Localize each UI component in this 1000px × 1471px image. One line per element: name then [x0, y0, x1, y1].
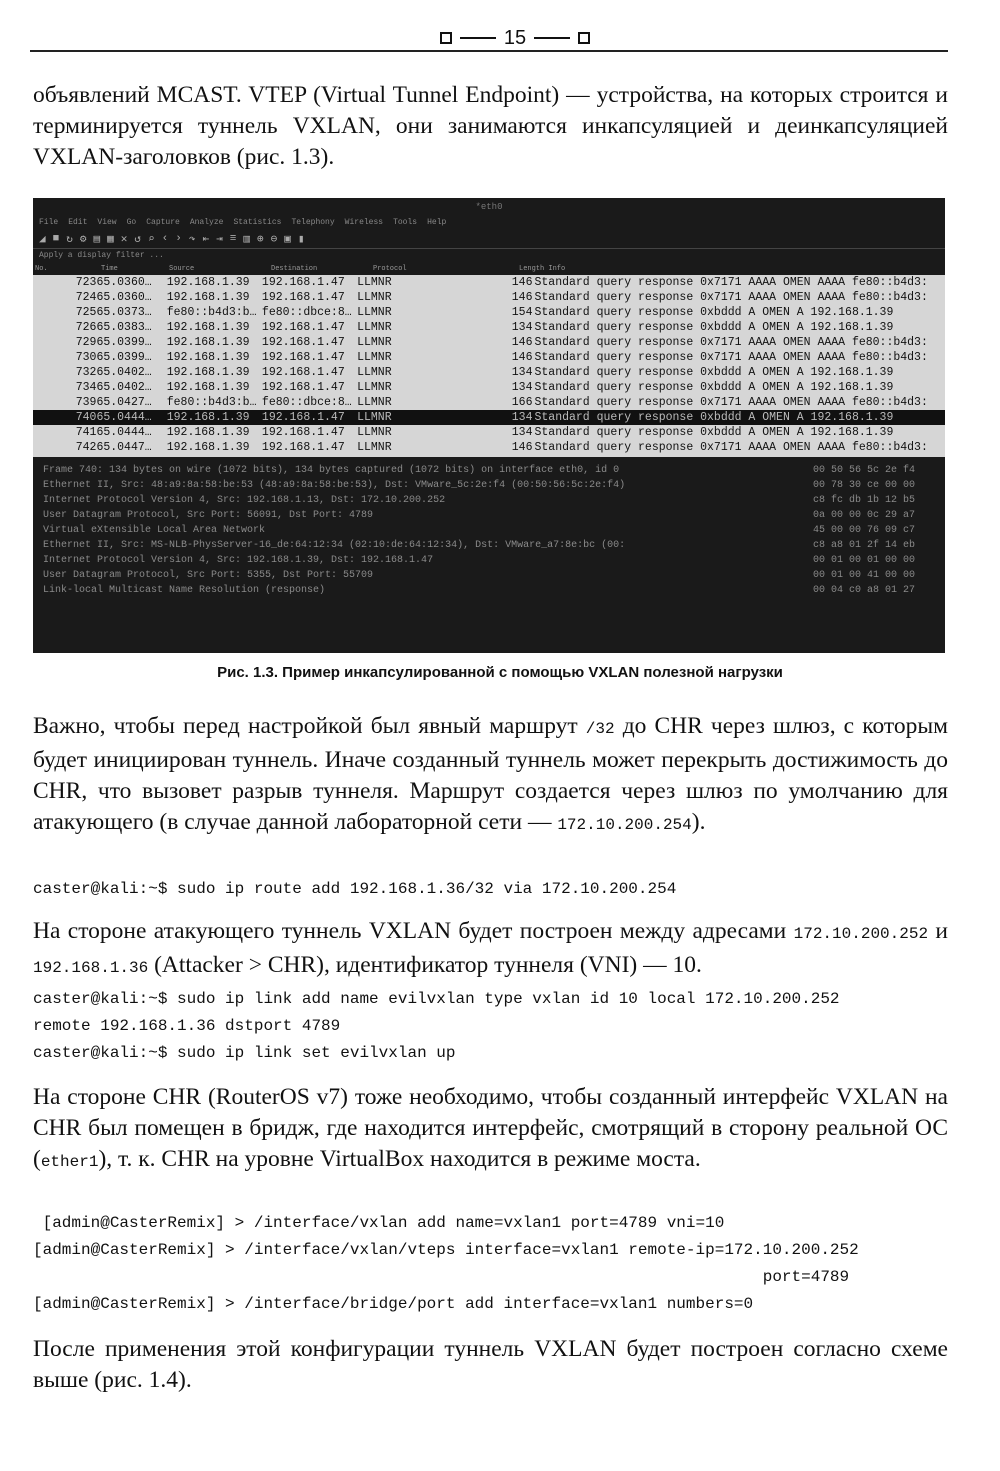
packet-info: Standard query response 0x7171 AAAA OMEN AAAA fe80::b4d3: [534, 441, 928, 454]
hex-line: c8 a8 01 2f 14 eb [813, 540, 916, 551]
packet-no: 739 [75, 396, 97, 409]
paragraph-result: После применения этой конфигурации туннель VXLAN будет построен согласно схеме выше (рис. 1.4). [33, 1336, 948, 1393]
packet-row [33, 425, 945, 440]
detail-line: Internet Protocol Version 4, Src: 192.168.1.39, Dst: 192.168.1.47 [43, 555, 434, 566]
packet-proto: LLMNR [357, 306, 392, 319]
packet-proto: LLMNR [357, 426, 392, 439]
paragraph-vtep: объявлений MCAST. VTEP (Virtual Tunnel Endpoint) — устройства, на которых строится и терминируется туннель VXLAN, они занимаются инкапсуляцией и деинкапсуляцией VXLAN-заголовков (рис. 1.3). [33, 82, 948, 170]
text: до CHR через шлюз, с которым будет инициирован туннель. Иначе созданный туннель может перекрыть достижимость до CHR, что вызовет разрыв туннеля. Маршрут создается через шлюз по умолчанию для атакующего (в случае данной лабораторной сети — [33, 713, 948, 835]
inline-code: /32 [585, 720, 615, 738]
shark-fin-icon: ◢ [39, 234, 46, 246]
packet-no: 740 [75, 411, 97, 424]
packet-no: 732 [75, 366, 97, 379]
packet-proto: LLMNR [357, 351, 392, 364]
text: ). [691, 809, 706, 835]
packet-no: 729 [75, 336, 97, 349]
forward-icon: › [175, 233, 182, 245]
packet-dst: 192.168.1.47 [261, 291, 345, 304]
menu-item-wireless: Wireless [344, 218, 384, 227]
detail-line: Frame 740: 134 bytes on wire (1072 bits), 134 bytes captured (1072 bits) on interface eth0, id 0 [43, 465, 620, 476]
hex-line: 0a 00 00 0c 29 a7 [813, 510, 916, 521]
figure-caption: Рис. 1.3. Пример инкапсулированной с помощью VXLAN полезной нагрузки [217, 664, 783, 681]
menu-item-help: Help [427, 218, 447, 227]
menu-item-telephony: Telephony [291, 218, 335, 227]
paragraph-chr [33, 1082, 948, 1178]
packet-details-pane [33, 457, 945, 598]
packet-row [33, 440, 945, 455]
packet-no: 723 [75, 276, 97, 289]
save-icon: ▦ [107, 234, 114, 246]
inline-code: 172.10.200.252 [793, 925, 929, 943]
packet-proto: LLMNR [357, 321, 392, 334]
paragraph-route [33, 711, 948, 841]
packet-info: Standard query response 0x7171 AAAA OMEN AAAA fe80::b4d3: [534, 396, 928, 409]
detail-line: User Datagram Protocol, Src Port: 56091, Dst Port: 4789 [43, 510, 374, 521]
packet-src: 192.168.1.39 [166, 381, 250, 394]
window-title: *eth0 [475, 202, 503, 212]
detail-line: Link-local Multicast Name Resolution (response) [43, 585, 326, 596]
go-to-icon: ↷ [188, 234, 196, 246]
inline-code: ether1 [40, 1153, 99, 1171]
detail-line: Internet Protocol Version 4, Src: 192.168.1.13, Dst: 172.10.200.252 [43, 495, 446, 506]
stop-icon: ■ [52, 233, 60, 245]
packet-no: 725 [75, 306, 97, 319]
packet-no: 730 [75, 351, 97, 364]
packet-len: 146 [511, 336, 533, 349]
code-block-routeros: [admin@CasterRemix] > /interface/vxlan add name=vxlan1 port=4789 vni=10 [admin@CasterRemix] > /interface/vxlan/vteps interface=vxlan1 remote-ip=172.10.200.252 port=4789 [admin@CasterRemix] > /interface/bridge/port add interface=vxlan1 numbers=0 [33, 1214, 859, 1313]
packet-no: 742 [75, 441, 97, 454]
text: На стороне CHR (RouterOS v7) тоже необходимо, чтобы созданный интерфейс VXLAN на CHR был помещен в бридж, где находится интерфейс, смотрящий в сторону реальной ОС ( [33, 1084, 948, 1172]
packet-time: 65.0399… [96, 336, 152, 349]
packet-len: 146 [511, 291, 533, 304]
hex-line: 00 78 30 ce 00 00 [813, 480, 916, 491]
first-icon: ⇤ [202, 234, 210, 246]
packet-src: 192.168.1.39 [166, 441, 250, 454]
packet-src: 192.168.1.39 [166, 411, 250, 424]
packet-no: 726 [75, 321, 97, 334]
packet-info: Standard query response 0x7171 AAAA OMEN AAAA fe80::b4d3: [534, 336, 928, 349]
packet-info: Standard query response 0xbddd A OMEN A 192.168.1.39 [534, 426, 894, 439]
packet-dst: 192.168.1.47 [261, 381, 345, 394]
packet-src: 192.168.1.39 [166, 276, 250, 289]
packet-bytes-pane [813, 463, 943, 598]
packet-dst: 192.168.1.47 [261, 351, 345, 364]
search-icon: ⌕ [147, 234, 155, 246]
hex-line: 00 01 00 41 00 00 [813, 570, 916, 581]
packet-time: 65.0360… [96, 291, 152, 304]
packet-src: fe80::b4d3:b… [166, 396, 257, 409]
packet-len: 134 [511, 381, 533, 394]
packet-time: 65.0383… [96, 321, 152, 334]
packet-dst: 192.168.1.47 [261, 441, 345, 454]
packet-time: 65.0444… [96, 411, 152, 424]
packet-len: 134 [511, 411, 533, 424]
packet-row [33, 365, 945, 380]
detail-line: Ethernet II, Src: MS-NLB-PhysServer-16_de:64:12:34 (02:10:de:64:12:34), Dst: VMware_a7:8e:bc (00: [43, 540, 626, 551]
packet-len: 154 [511, 306, 533, 319]
detail-line: Ethernet II, Src: 48:a9:8a:58:be:53 (48:a9:8a:58:be:53), Dst: VMware_5c:2e:f4 (00:50:56:5c:2e:f4) [43, 480, 626, 491]
toolbar [33, 230, 945, 248]
hex-line: c8 fc db 1b 12 b5 [813, 495, 916, 506]
packet-proto: LLMNR [357, 411, 392, 424]
hex-line: 00 50 56 5c 2e f4 [813, 465, 916, 476]
code-block-vxlan-link: caster@kali:~$ sudo ip link add name evilvxlan type vxlan id 10 local 172.10.200.252 remote 192.168.1.36 dstport 4789 caster@kali:~$ sudo ip link set evilvxlan up [33, 990, 840, 1062]
text: и [928, 918, 948, 944]
hex-line: 00 01 00 01 00 00 [813, 555, 916, 566]
packet-src: 192.168.1.39 [166, 426, 250, 439]
packet-len: 134 [511, 321, 533, 334]
packet-dst: 192.168.1.47 [261, 411, 345, 424]
col-source: Source [169, 265, 195, 273]
packet-dst: fe80::dbce:8… [261, 396, 352, 409]
packet-src: 192.168.1.39 [166, 351, 250, 364]
right-dash [534, 37, 570, 39]
packet-proto: LLMNR [357, 291, 392, 304]
right-square-ornament [578, 32, 590, 44]
hex-line: 00 04 c0 a8 01 27 [813, 585, 916, 596]
resize-columns-icon: ▮ [297, 234, 305, 246]
inline-code: 172.10.200.254 [557, 816, 692, 834]
packet-src: 192.168.1.39 [166, 291, 250, 304]
packet-time: 65.0399… [96, 351, 152, 364]
inline-code: 192.168.1.36 [33, 959, 149, 977]
packet-proto: LLMNR [357, 396, 392, 409]
packet-proto: LLMNR [357, 366, 392, 379]
col-no: No. [35, 265, 48, 273]
packet-time: 65.0402… [96, 381, 152, 394]
packet-len: 146 [511, 351, 533, 364]
code-block-route: caster@kali:~$ sudo ip route add 192.168.1.36/32 via 172.10.200.254 [33, 880, 677, 898]
colorize-icon: ▥ [243, 234, 250, 246]
packet-time: 65.0427… [96, 396, 152, 409]
zoom-in-icon: ⊕ [256, 234, 264, 246]
packet-details-tree [33, 463, 813, 598]
packet-len: 134 [511, 366, 533, 379]
packet-info: Standard query response 0xbddd A OMEN A 192.168.1.39 [534, 306, 894, 319]
wireshark-screenshot [33, 198, 945, 653]
autoscroll-icon: ≡ [229, 233, 237, 245]
close-file-icon: ✕ [120, 234, 128, 246]
open-file-icon: ▤ [93, 234, 101, 246]
packet-time: 65.0373… [96, 306, 152, 319]
packet-time: 65.0444… [96, 426, 152, 439]
left-square-ornament [440, 32, 452, 44]
menu-item-tools: Tools [393, 218, 418, 227]
normal-size-icon: ▣ [284, 234, 291, 246]
packet-proto: LLMNR [357, 381, 392, 394]
paragraph-attacker [33, 916, 948, 984]
packet-no: 734 [75, 381, 97, 394]
packet-proto: LLMNR [357, 336, 392, 349]
packet-len: 134 [511, 426, 533, 439]
menu-bar [33, 216, 945, 230]
packet-row [33, 290, 945, 305]
packet-info: Standard query response 0xbddd A OMEN A 192.168.1.39 [534, 381, 894, 394]
packet-time: 65.0402… [96, 366, 152, 379]
back-icon: ‹ [161, 233, 169, 245]
display-filter-input: Apply a display filter ... [33, 248, 945, 263]
packet-info: Standard query response 0xbddd A OMEN A 192.168.1.39 [534, 366, 894, 379]
packet-row [33, 305, 945, 320]
packet-dst: 192.168.1.47 [261, 321, 345, 334]
packet-info: Standard query response 0x7171 AAAA OMEN AAAA fe80::b4d3: [534, 276, 928, 289]
packet-src: 192.168.1.39 [166, 366, 250, 379]
left-dash [460, 37, 496, 39]
zoom-out-icon: ⊖ [270, 234, 278, 246]
packet-info: Standard query response 0xbddd A OMEN A 192.168.1.39 [534, 411, 894, 424]
packet-len: 166 [511, 396, 533, 409]
packet-src: 192.168.1.39 [166, 321, 250, 334]
packet-src: 192.168.1.39 [166, 336, 250, 349]
packet-info: Standard query response 0xbddd A OMEN A 192.168.1.39 [534, 321, 894, 334]
settings-icon: ⚙ [79, 234, 87, 246]
packet-row [33, 350, 945, 365]
packet-no: 724 [75, 291, 97, 304]
packet-row [33, 380, 945, 395]
packet-info: Standard query response 0x7171 AAAA OMEN AAAA fe80::b4d3: [534, 291, 928, 304]
menu-item-go: Go [126, 218, 137, 227]
packet-row [33, 395, 945, 410]
last-icon: ⇥ [216, 234, 223, 246]
packet-row [33, 410, 945, 425]
packet-src: fe80::b4d3:b… [166, 306, 257, 319]
packet-dst: 192.168.1.47 [261, 426, 345, 439]
packet-no: 741 [75, 426, 97, 439]
packet-dst: fe80::dbce:8… [261, 306, 352, 319]
packet-time: 65.0447… [96, 441, 152, 454]
text: ), т. к. CHR на уровне VirtualBox находится в режиме моста. [98, 1146, 701, 1172]
menu-item-statistics: Statistics [233, 218, 282, 227]
packet-proto: LLMNR [357, 276, 392, 289]
text: (Attacker > CHR), идентификатор туннеля (VNI) — 10. [148, 952, 702, 978]
page-header [30, 24, 948, 52]
col-destination: Destination [271, 265, 318, 273]
packet-len: 146 [511, 441, 533, 454]
packet-time: 65.0360… [96, 276, 152, 289]
reload-icon: ↺ [134, 234, 141, 246]
restart-icon: ↻ [66, 234, 73, 246]
packet-dst: 192.168.1.47 [261, 276, 345, 289]
detail-line: User Datagram Protocol, Src Port: 5355, Dst Port: 55709 [43, 570, 374, 581]
packet-proto: LLMNR [357, 441, 392, 454]
packet-dst: 192.168.1.47 [261, 366, 345, 379]
packet-len: 146 [511, 276, 533, 289]
page-number-ornament [410, 24, 620, 52]
menu-item-capture: Capture [146, 218, 180, 227]
detail-line: Virtual eXtensible Local Area Network [43, 525, 266, 536]
packet-row [33, 275, 945, 290]
page-number: 15 [503, 26, 527, 49]
packet-info: Standard query response 0x7171 AAAA OMEN AAAA fe80::b4d3: [534, 351, 928, 364]
packet-row [33, 320, 945, 335]
hex-line: 45 00 00 76 09 c7 [813, 525, 916, 536]
text: На стороне атакующего туннель VXLAN будет построен между адресами [33, 918, 794, 944]
packet-dst: 192.168.1.47 [261, 336, 345, 349]
header-rule [30, 50, 948, 52]
packet-row [33, 335, 945, 350]
menu-item-file: File [39, 218, 59, 227]
packet-list [33, 275, 945, 457]
menu-item-view: View [97, 218, 117, 227]
column-header [33, 263, 945, 275]
menu-item-analyze: Analyze [189, 218, 224, 227]
col-time: Time [101, 265, 118, 273]
col-length-info: Length Info [519, 265, 566, 273]
text: Важно, чтобы перед настройкой был явный маршрут [33, 713, 586, 739]
col-protocol: Protocol [373, 265, 407, 273]
menu-item-edit: Edit [68, 218, 88, 227]
